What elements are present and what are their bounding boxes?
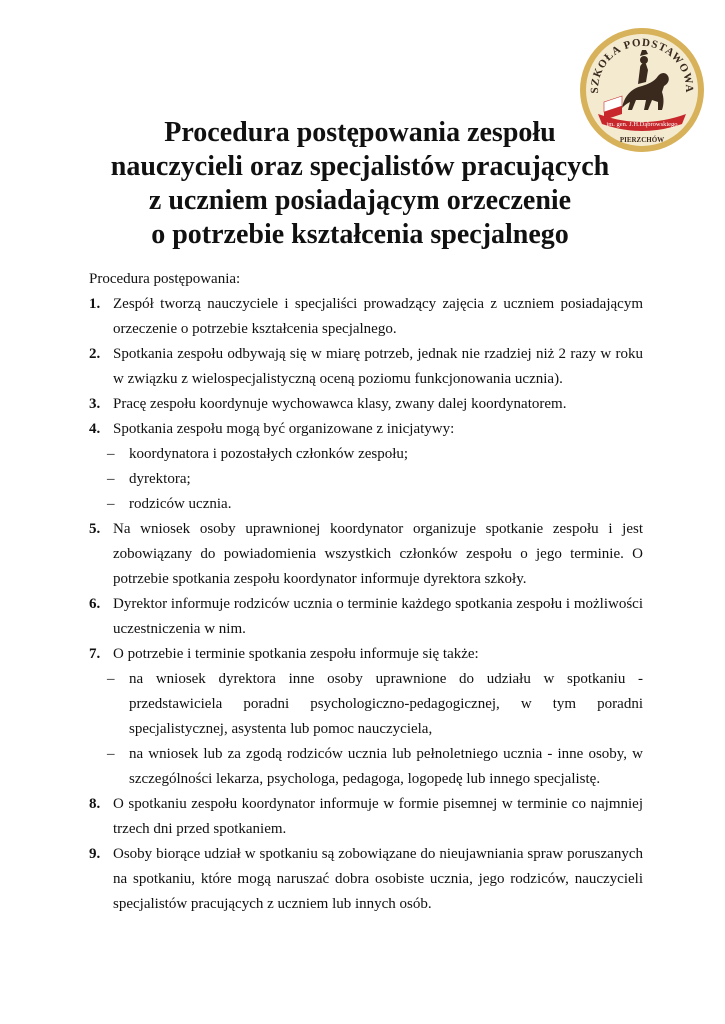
sub-item bbox=[85, 667, 643, 742]
sub-item bbox=[85, 492, 643, 517]
dash-bullet: – bbox=[107, 446, 115, 462]
dash-bullet: – bbox=[107, 746, 115, 762]
item-number: 8. bbox=[89, 796, 101, 812]
sub-item bbox=[85, 442, 643, 467]
item-number: 5. bbox=[89, 521, 101, 537]
item-number: 4. bbox=[89, 421, 101, 437]
item-text: Spotkania zespołu mogą być organizowane z inicjatywy: bbox=[113, 421, 455, 437]
dash-bullet: – bbox=[107, 471, 115, 487]
dash-bullet: – bbox=[107, 671, 115, 687]
item-number: 9. bbox=[89, 846, 101, 862]
seal-top-text: SZKOŁA PODSTAWOWA bbox=[588, 36, 696, 94]
item-number: 2. bbox=[89, 346, 101, 362]
item-number: 6. bbox=[89, 596, 101, 612]
title-line-4: o potrzebie kształcenia specjalnego bbox=[151, 219, 569, 250]
item-number: 3. bbox=[89, 396, 101, 412]
sub-item-text: rodziców ucznia. bbox=[129, 496, 232, 512]
item-text: Zespół tworzą nauczyciele i specjaliści prowadzący zajęcia z uczniem posiadającym orzeczenie o potrzebie kształcenia specjalnego. bbox=[113, 296, 643, 337]
item-text: Pracę zespołu koordynuje wychowawca klasy, zwany dalej koordynatorem. bbox=[113, 396, 567, 412]
list-item bbox=[85, 517, 643, 592]
list-item bbox=[85, 792, 643, 842]
item-text: Osoby biorące udział w spotkaniu są zobowiązane do nieujawniania spraw poruszanych na spotkaniu, które mogą naruszać dobra osobiste ucznia, jego rodziców, nauczycieli specjalistów pracujących z uczniem lub innych osób. bbox=[113, 846, 643, 912]
item-text: Na wniosek osoby uprawnionej koordynator organizuje spotkanie zespołu i jest zobowiązany do powiadomienia wszystkich członków zespołu o jego terminie. O potrzebie spotkania zespołu koordynator informuje dyrektora szkoły. bbox=[113, 521, 643, 587]
title-line-2: nauczycieli oraz specjalistów pracujących bbox=[110, 151, 610, 182]
item-text: Spotkania zespołu odbywają się w miarę potrzeb, jednak nie rzadziej niż 2 razy w roku w związku z wielospecjalistyczną oceną poziomu funkcjonowania ucznia). bbox=[113, 346, 643, 387]
title-line-1: Procedura postępowania zespołu bbox=[164, 117, 556, 148]
sub-item-text: koordynatora i pozostałych członków zespołu; bbox=[129, 446, 409, 462]
item-text: Dyrektor informuje rodziców ucznia o terminie każdego spotkania zespołu i możliwości uczestniczenia w nim. bbox=[113, 596, 643, 637]
list-item bbox=[85, 292, 643, 342]
list-item bbox=[85, 642, 643, 667]
page-title bbox=[60, 116, 660, 252]
procedure-list bbox=[85, 292, 643, 917]
dash-bullet: – bbox=[107, 496, 115, 512]
seal-bottom-text: PIERZCHÓW bbox=[619, 136, 665, 144]
sub-item bbox=[85, 467, 643, 492]
item-number: 1. bbox=[89, 296, 101, 312]
sub-item-text: na wniosek lub za zgodą rodziców ucznia lub pełnoletniego ucznia - inne osoby, w szczególności lekarza, psychologa, pedagoga, logopedę lub innego specjalistę. bbox=[129, 746, 643, 787]
title-line-3: z uczniem posiadającym orzeczenie bbox=[148, 185, 572, 216]
list-item bbox=[85, 842, 643, 917]
list-item bbox=[85, 417, 643, 442]
sub-item bbox=[85, 742, 643, 792]
ribbon-text: im. gen. J.H.Dąbrowskiego bbox=[606, 121, 678, 128]
list-item bbox=[85, 592, 643, 642]
list-item bbox=[85, 342, 643, 392]
item-number: 7. bbox=[89, 646, 101, 662]
list-item bbox=[85, 392, 643, 417]
intro-text: Procedura postępowania: bbox=[89, 271, 241, 287]
item-text: O potrzebie i terminie spotkania zespołu informuje się także: bbox=[113, 646, 479, 662]
sub-item-text: na wniosek dyrektora inne osoby uprawnione do udziału w spotkaniu - przedstawiciela poradni psychologiczno-pedagogicznej, w tym poradni specjalistycznej, asystenta lub pomoc nauczyciela, bbox=[129, 671, 643, 737]
item-text: O spotkaniu zespołu koordynator informuje w formie pisemnej w terminie co najmniej trzech dni przed spotkaniem. bbox=[113, 796, 643, 837]
sub-item-text: dyrektora; bbox=[129, 471, 191, 487]
